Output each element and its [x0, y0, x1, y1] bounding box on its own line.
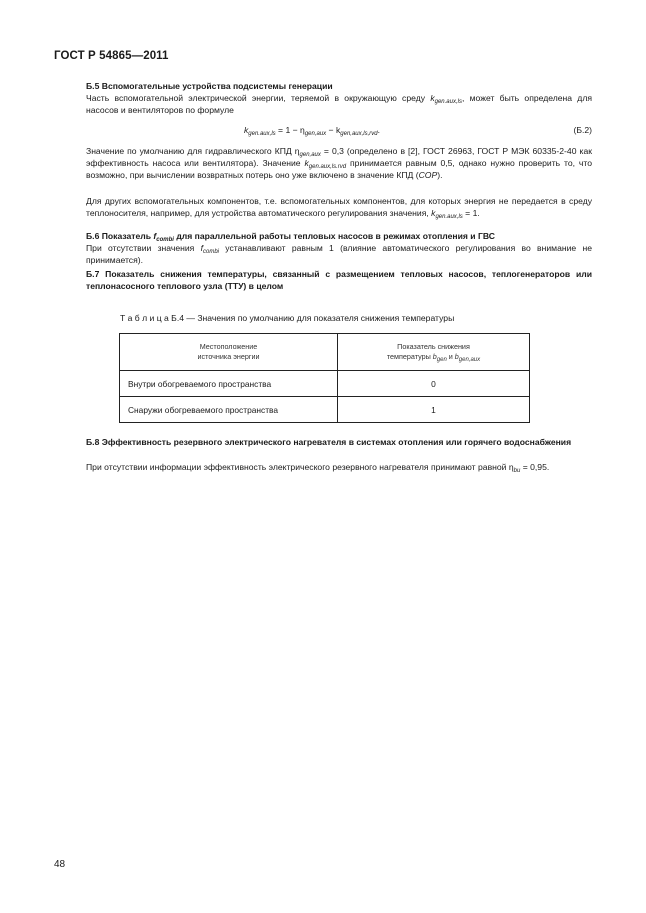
page-number: 48 — [54, 859, 66, 870]
document-header: ГОСТ Р 54865—2011 — [54, 50, 169, 62]
table-b4 — [119, 333, 530, 423]
section-b5-paragraph-3: Для других вспомогательных компонентов, т.е. вспомогательных компонентов, для которых энергия не передается в среду теплоносителя, например, для устройства автоматического регулирования значения, $k_{gen.aux,ls} = 1$. — [86, 196, 592, 220]
table-cell-value: 0 — [338, 371, 530, 397]
section-b5-heading: Б.5 Вспомогательные устройства подсистемы генерации — [86, 81, 333, 91]
section-b6-heading: Б.6 Показатель $f_{combi}$ для параллельной работы тепловых насосов в режимах отопления и ГВС — [86, 231, 495, 243]
table-cell-location: Снаружи обогреваемого пространства — [120, 397, 338, 423]
table-header-value: Показатель снижения температуры $b_{gen}$ и $b_{gen,aux}$ — [338, 334, 530, 371]
section-b5-paragraph-1: Часть вспомогательной электрической энергии, теряемой в окружающую среду $k_{gen.aux,ls}$, может быть определена для насосов и вентиляторов по формуле — [86, 93, 592, 115]
section-b6-paragraph-1: При отсутствии значения $f_{combi}$ устанавливают равным 1 (влияние автоматического регулирования во внимание не принимается). — [86, 243, 592, 265]
table-cell-value: 1 — [338, 397, 530, 423]
section-b8-paragraph-1: При отсутствии информации эффективность электрического резервного нагревателя принимают равной $\eta_{bu} = 0,95$. — [86, 462, 550, 474]
table-cell-location: Внутри обогреваемого пространства — [120, 371, 338, 397]
table-row — [120, 371, 530, 397]
section-b8-heading: Б.8 Эффективность резервного электрического нагревателя в системах отопления или горячего водоснабжения — [86, 437, 572, 447]
table-header-location: Местоположение источника энергии — [120, 334, 338, 371]
table-row — [120, 397, 530, 423]
section-b7-heading: Б.7 Показатель снижения температуры, связанный с размещением тепловых насосов, теплогенераторов или теплонасосного теплового узла (ТТУ) в целом — [86, 269, 592, 291]
section-b5-paragraph-2: Значение по умолчанию для гидравлического КПД $\eta_{gen,aux} = 0,3$ (определено в [2], ГОСТ 26963, ГОСТ Р МЭК 60335-2-40 как эффективность насоса или вентилятора). Значение $k_{gen.aux,ls.rvd}$ принимается равным 0,5, однако нужно проверить то, что возможно, при вычислении возвратных потерь оно уже включено в значение КПД (COP). — [86, 146, 592, 180]
formula-number: (Б.2) — [573, 125, 592, 135]
table-caption: Т а б л и ц а Б.4 — Значения по умолчанию для показателя снижения температуры — [120, 313, 455, 323]
